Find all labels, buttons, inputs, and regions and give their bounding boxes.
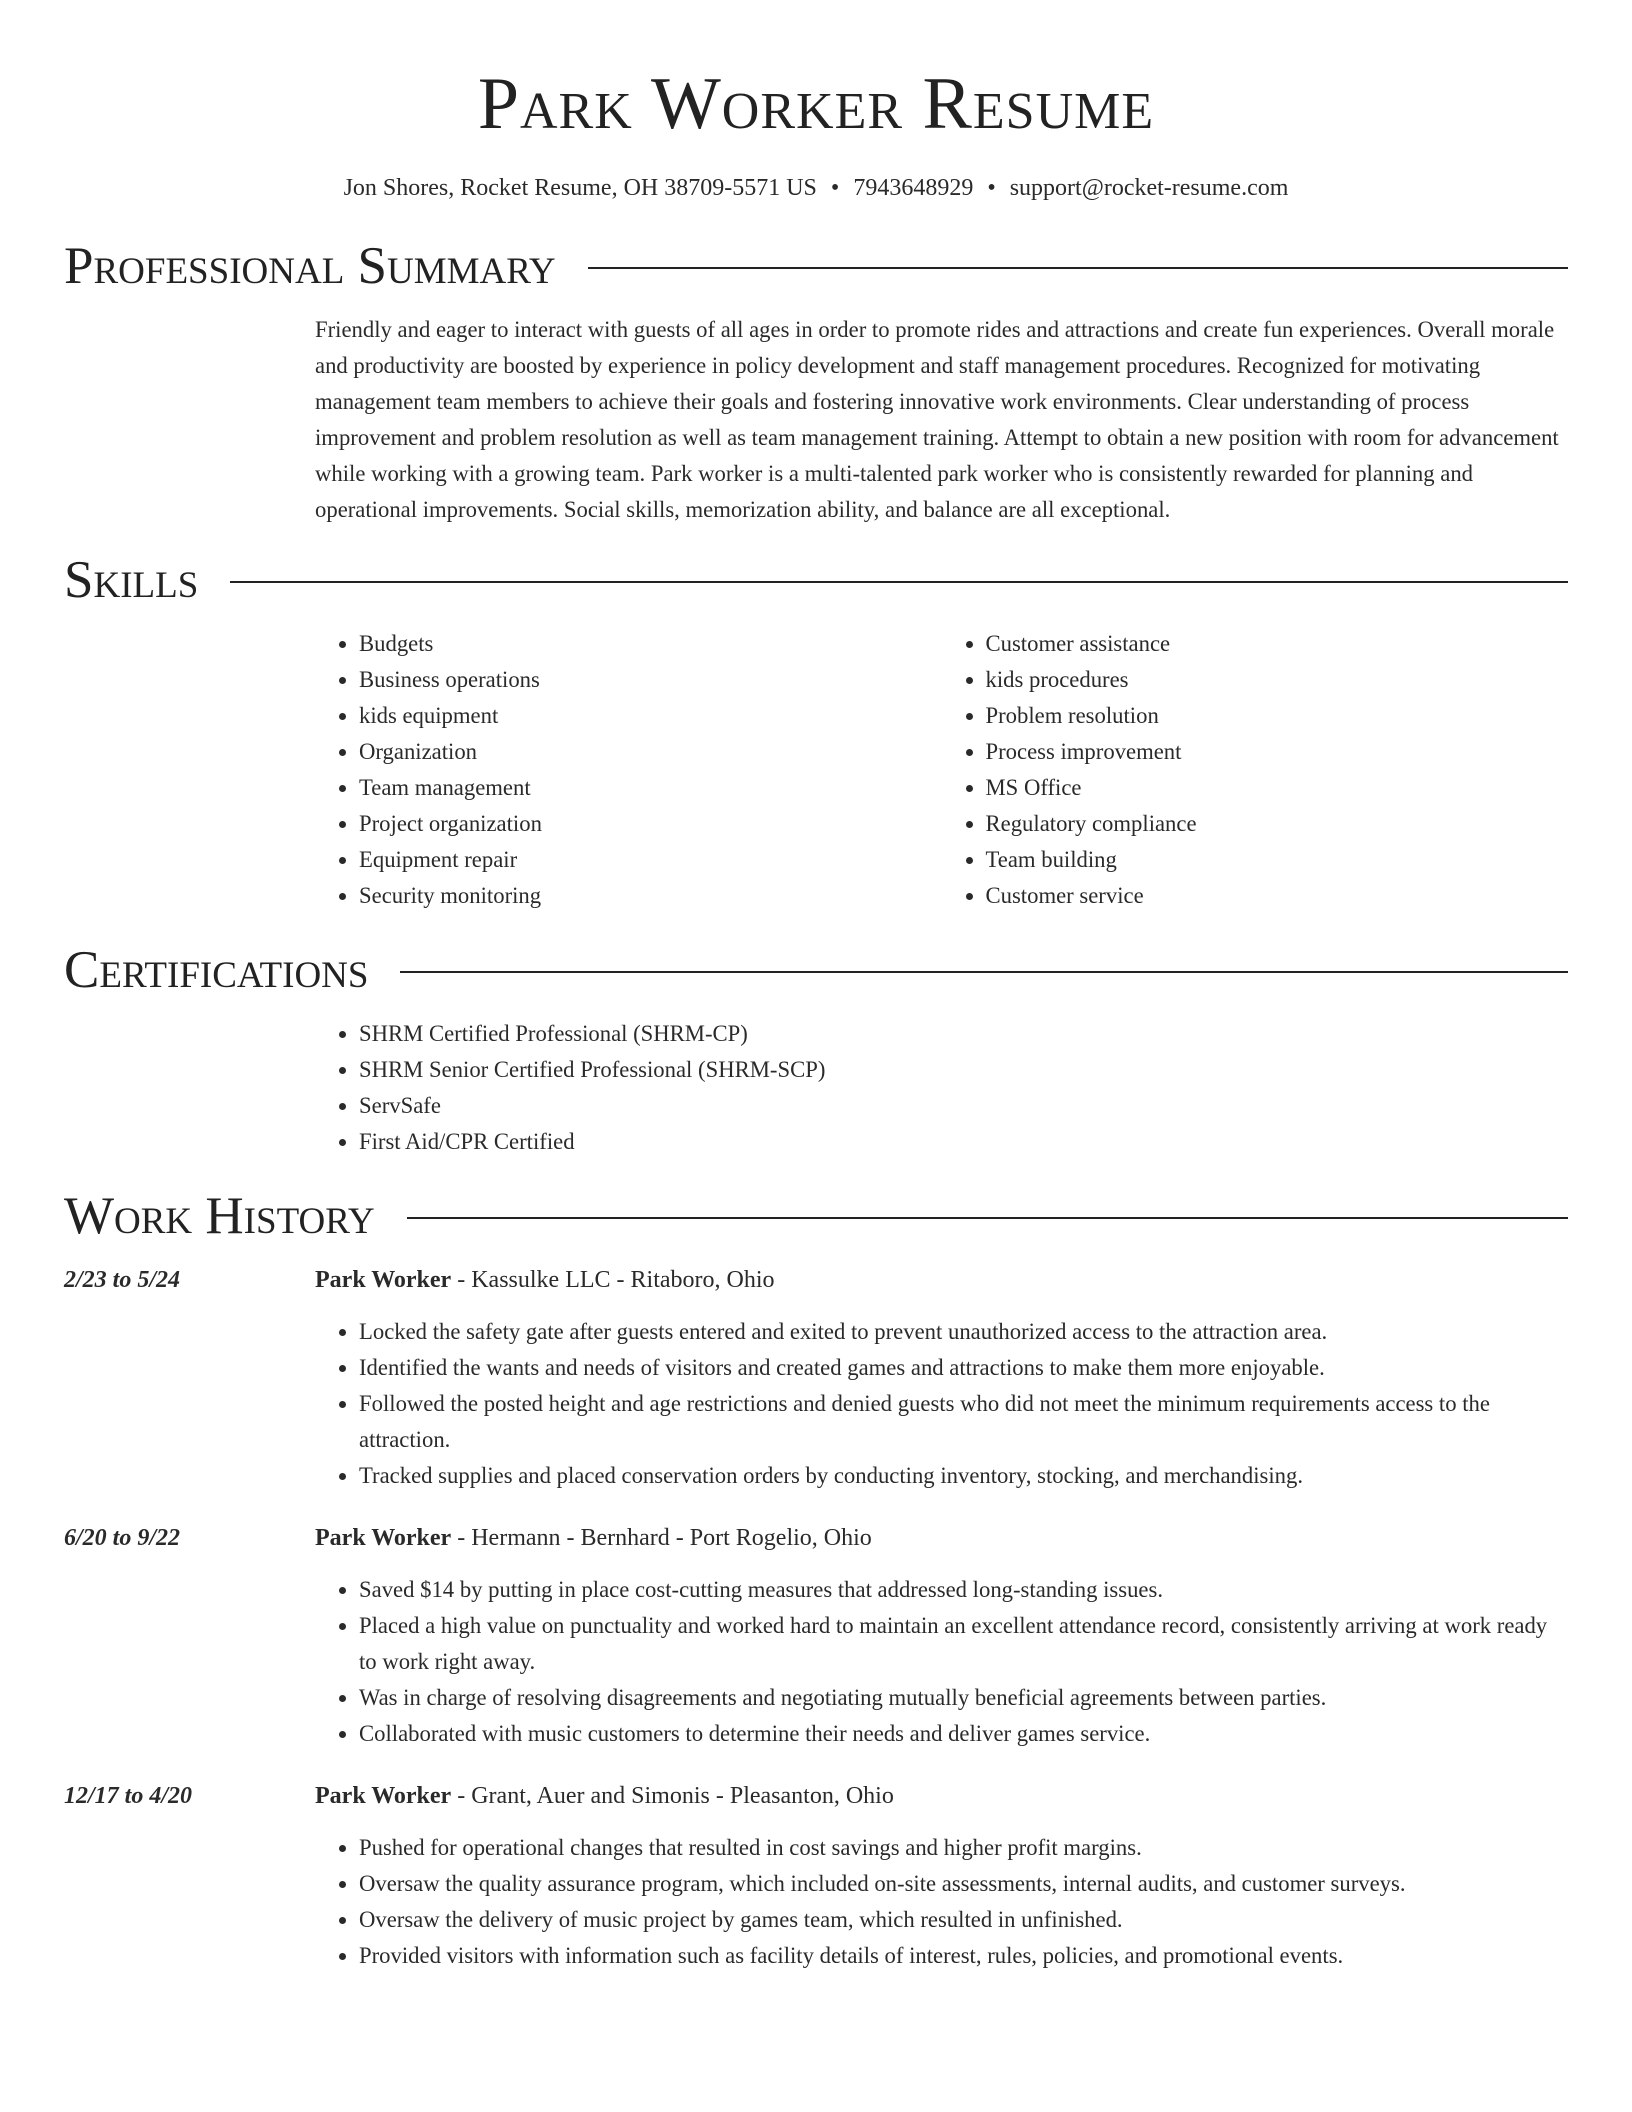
- job-body: [315, 1520, 1568, 1752]
- skill-item: • Budgets: [359, 626, 942, 662]
- job-bullet: • Locked the safety gate after guests entered and exited to prevent unauthorized access to the attraction area.: [359, 1314, 1568, 1350]
- section-divider: [588, 267, 1568, 269]
- work-section-header: [64, 1184, 1568, 1248]
- certification-item: • SHRM Senior Certified Professional (SHRM-SCP): [359, 1052, 1568, 1088]
- job-bullet: • Collaborated with music customers to determine their needs and deliver games service.: [359, 1716, 1568, 1752]
- contact-phone: 7943648929: [853, 175, 974, 201]
- certification-item: • SHRM Certified Professional (SHRM-CP): [359, 1016, 1568, 1052]
- job-bullets: [315, 1572, 1568, 1752]
- job-bullet: • Oversaw the quality assurance program, which included on-site assessments, internal audits, and customer surveys.: [359, 1866, 1568, 1902]
- job-title-line: [315, 1520, 1568, 1556]
- job-entry: [64, 1778, 1568, 1974]
- job-title: Park Worker: [315, 1525, 452, 1551]
- skill-item: • kids equipment: [359, 698, 942, 734]
- job-employer: - Kassulke LLC - Ritaboro, Ohio: [451, 1267, 775, 1293]
- summary-section: [315, 312, 1568, 528]
- skills-section: [315, 626, 1568, 914]
- contact-separator: •: [830, 175, 840, 201]
- job-bullets: [315, 1830, 1568, 1974]
- section-divider: [407, 1217, 1568, 1219]
- resume-title: Park Worker Resume: [477, 63, 1155, 145]
- summary-section-header: [64, 234, 1568, 298]
- summary-text: Friendly and eager to interact with guests of all ages in order to promote rides and attractions and create fun experiences. Overall morale and productivity are boosted by experience in policy development and staff management procedures. Recognized for motivating management team members to achieve their goals and fostering innovative work environments. Clear understanding of process improvement and problem resolution as well as team management training. Attempt to obtain a new position with room for advancement while working with a growing team. Park worker is a multi-talented park worker who is consistently rewarded for planning and operational improvements. Social skills, memorization ability, and balance are all exceptional.: [315, 317, 1559, 522]
- job-entry: [64, 1262, 1568, 1494]
- job-bullet: • Tracked supplies and placed conservation orders by conducting inventory, stocking, and merchandising.: [359, 1458, 1568, 1494]
- skill-item: • Security monitoring: [359, 878, 942, 914]
- job-bullet: • Followed the posted height and age restrictions and denied guests who did not meet the minimum requirements access to the attraction.: [359, 1386, 1568, 1458]
- job-title: Park Worker: [315, 1783, 452, 1809]
- skill-item: • Equipment repair: [359, 842, 942, 878]
- job-employer: - Hermann - Bernhard - Port Rogelio, Ohio: [451, 1525, 872, 1551]
- skill-item: • MS Office: [986, 770, 1569, 806]
- job-bullet: • Placed a high value on punctuality and worked hard to maintain an excellent attendance record, consistently arriving at work ready to work right away.: [359, 1608, 1568, 1680]
- work-heading: Work History: [64, 1187, 375, 1245]
- certifications-section-header: [64, 938, 1568, 1002]
- job-entry: [64, 1520, 1568, 1752]
- job-bullet: • Identified the wants and needs of visitors and created games and attractions to make them more enjoyable.: [359, 1350, 1568, 1386]
- job-bullet: • Pushed for operational changes that resulted in cost savings and higher profit margins.: [359, 1830, 1568, 1866]
- job-body: [315, 1262, 1568, 1494]
- contact-email: support@rocket-resume.com: [1009, 175, 1289, 201]
- skill-item: • Problem resolution: [986, 698, 1569, 734]
- job-dates: 12/17 to 4/20: [64, 1783, 193, 1809]
- job-bullet: • Was in charge of resolving disagreements and negotiating mutually beneficial agreements between parties.: [359, 1680, 1568, 1716]
- job-title-line: [315, 1262, 1568, 1298]
- certification-item: • First Aid/CPR Certified: [359, 1124, 1568, 1160]
- skill-item: • Business operations: [359, 662, 942, 698]
- skill-item: • Project organization: [359, 806, 942, 842]
- job-body: [315, 1778, 1568, 1974]
- job-bullet: • Provided visitors with information such as facility details of interest, rules, policies, and promotional events.: [359, 1938, 1568, 1974]
- skill-item: • Team building: [986, 842, 1569, 878]
- contact-line: [64, 172, 1568, 204]
- contact-separator: •: [987, 175, 996, 201]
- certifications-section: [315, 1016, 1568, 1160]
- job-title-line: [315, 1778, 1568, 1814]
- contact-address: Jon Shores, Rocket Resume, OH 38709-5571 US: [343, 175, 817, 201]
- section-divider: [400, 971, 1568, 973]
- certification-item: • ServSafe: [359, 1088, 1568, 1124]
- job-dates: 6/20 to 9/22: [64, 1525, 181, 1551]
- skills-list-right: [942, 626, 1569, 914]
- skill-item: • Customer assistance: [986, 626, 1569, 662]
- job-dates: 2/23 to 5/24: [64, 1267, 181, 1293]
- skills-heading: Skills: [64, 551, 199, 609]
- skill-item: • kids procedures: [986, 662, 1569, 698]
- certifications-list: [315, 1016, 1568, 1160]
- job-bullet: • Oversaw the delivery of music project by games team, which resulted in unfinished.: [359, 1902, 1568, 1938]
- job-employer: - Grant, Auer and Simonis - Pleasanton, Ohio: [451, 1783, 894, 1809]
- skills-list-left: [315, 626, 942, 914]
- job-bullets: [315, 1314, 1568, 1494]
- skills-section-header: [64, 548, 1568, 612]
- certifications-heading: Certifications: [64, 941, 369, 999]
- skill-item: • Regulatory compliance: [986, 806, 1569, 842]
- skill-item: • Organization: [359, 734, 942, 770]
- skill-item: • Process improvement: [986, 734, 1569, 770]
- skill-item: • Customer service: [986, 878, 1569, 914]
- job-bullet: • Saved $14 by putting in place cost-cutting measures that addressed long-standing issues.: [359, 1572, 1568, 1608]
- job-title: Park Worker: [315, 1267, 452, 1293]
- summary-heading: Professional Summary: [64, 237, 556, 295]
- section-divider: [230, 581, 1568, 583]
- skill-item: • Team management: [359, 770, 942, 806]
